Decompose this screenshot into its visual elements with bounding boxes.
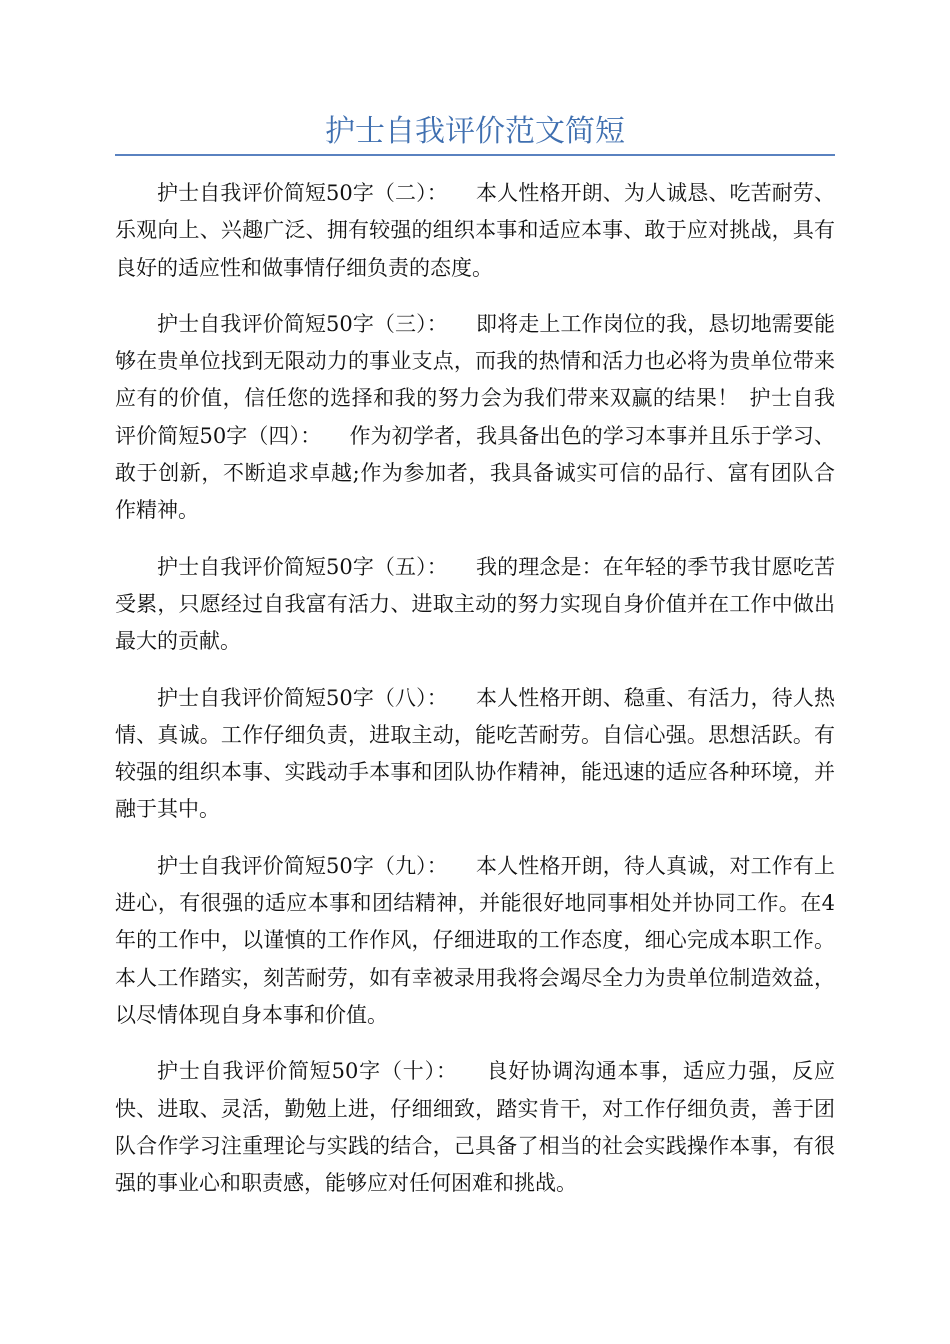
- paragraph-heading: 护士自我评价简短50字（四）：: [115, 386, 835, 448]
- paragraph-text: 本人性格开朗，待人真诚，对工作有上进心，有很强的适应本事和团结精神，并能很好地同事相处并协同工作。在4年的工作中，以谨慎的工作作风，仔细进取的工作态度，细心完成本职工作。本人工作踏实，刻苦耐劳，如有幸被录用我将会竭尽全力为贵单位制造效益，以尽情体现自身本事和价值。: [115, 853, 835, 1027]
- document-body: [115, 175, 835, 1221]
- paragraph-10: [115, 1053, 835, 1202]
- paragraph-3-4: [115, 306, 835, 530]
- paragraph-9: [115, 848, 835, 1034]
- paragraph-text: 即将走上工作岗位的我，恳切地需要能够在贵单位找到无限动力的事业支点，而我的热情和活力也必将为贵单位带来应有的价值，信任您的选择和我的努力会为我们带来双赢的结果！: [115, 311, 835, 411]
- paragraph-heading: 护士自我评价简短50字（五）：: [157, 554, 448, 579]
- paragraph-heading: 护士自我评价简短50字（三）：: [157, 311, 448, 336]
- paragraph-text: 我的理念是：在年轻的季节我甘愿吃苦受累，只愿经过自我富有活力、进取主动的努力实现自身价值并在工作中做出最大的贡献。: [115, 554, 835, 654]
- paragraph-text: 良好协调沟通本事，适应力强，反应快、进取、灵活，勤勉上进，仔细细致，踏实肯干，对工作仔细负责，善于团队合作学习注重理论与实践的结合，己具备了相当的社会实践操作本事，有很强的事业心和职责感，能够应对任何困难和挑战。: [115, 1059, 835, 1196]
- paragraph-text: 本人性格开朗、稳重、有活力，待人热情、真诚。工作仔细负责，进取主动，能吃苦耐劳。自信心强。思想活跃。有较强的组织本事、实践动手本事和团队协作精神，能迅速的适应各种环境，并融于其中。: [115, 685, 835, 822]
- paragraph-text: 作为初学者，我具备出色的学习本事并且乐于学习、敢于创新，不断追求卓越;作为参加者，我具备诚实可信的品行、富有团队合作精神。: [115, 423, 835, 523]
- paragraph-heading: 护士自我评价简短50字（十）：: [157, 1059, 458, 1084]
- paragraph-heading: 护士自我评价简短50字（九）：: [157, 853, 448, 878]
- paragraph-text: 本人性格开朗、为人诚恳、吃苦耐劳、乐观向上、兴趣广泛、拥有较强的组织本事和适应本事、敢于应对挑战，具有良好的适应性和做事情仔细负责的态度。: [115, 181, 835, 280]
- document-title: 护士自我评价范文简短: [325, 114, 625, 149]
- paragraph-heading: 护士自我评价简短50字（二）：: [157, 181, 448, 205]
- paragraph-8: [115, 680, 835, 829]
- paragraph-2: [115, 175, 835, 287]
- title-underline: [115, 154, 835, 156]
- paragraph-heading: 护士自我评价简短50字（八）：: [157, 685, 448, 710]
- paragraph-5: [115, 549, 835, 661]
